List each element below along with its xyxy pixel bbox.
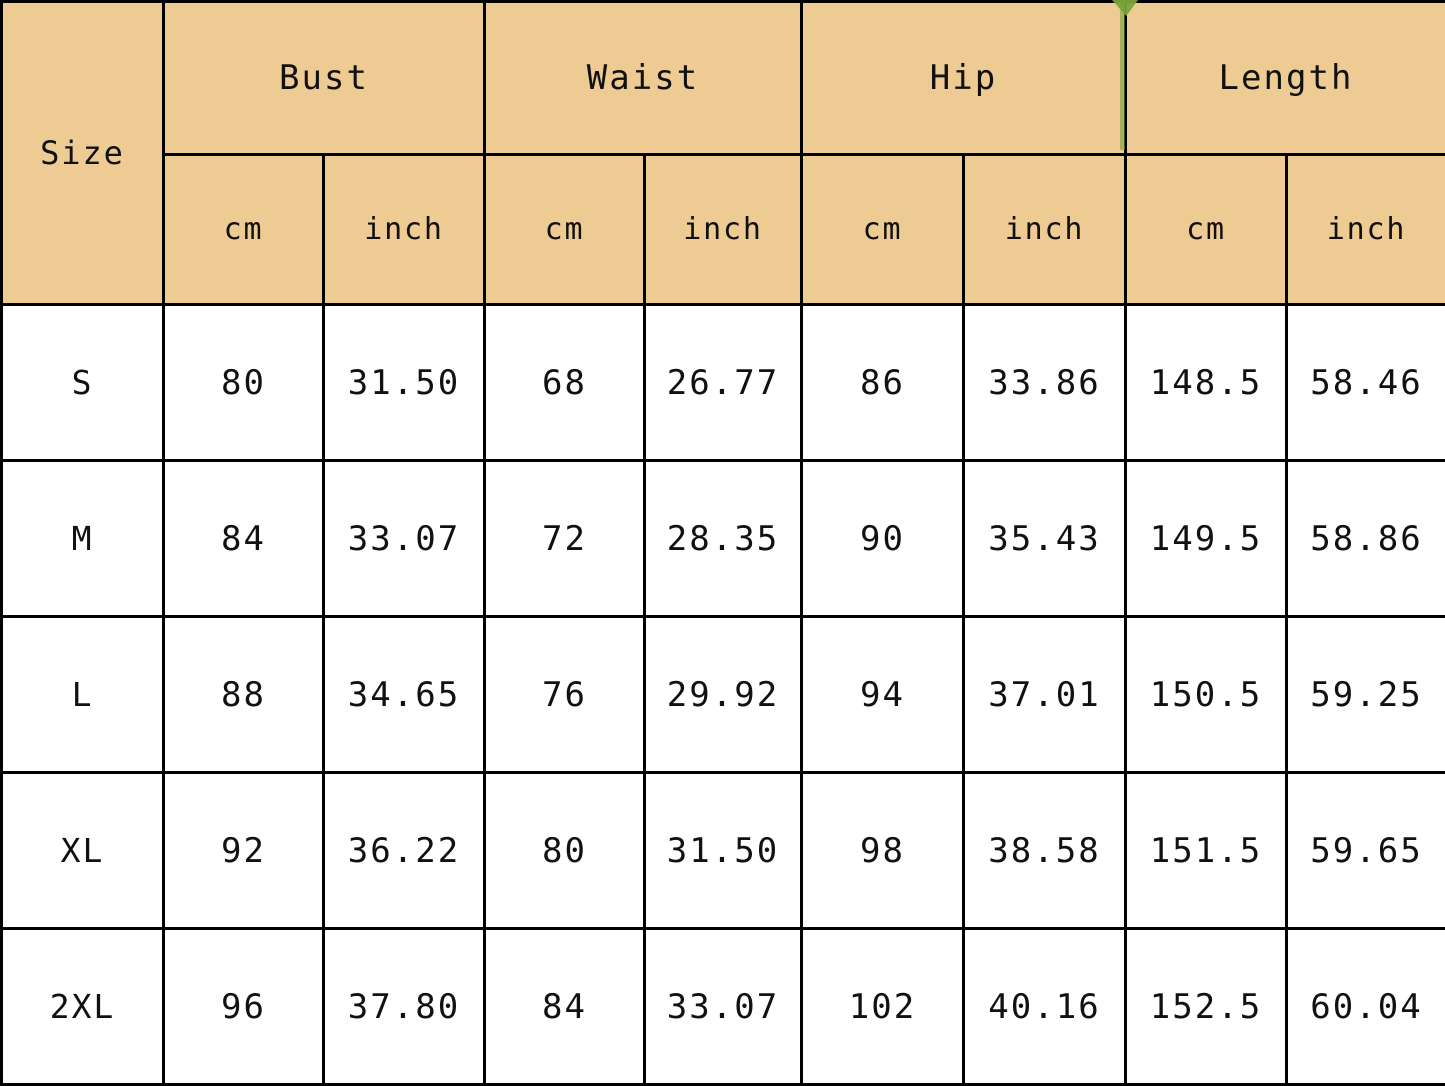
cell-length-inch: 59.65 [1287, 773, 1445, 929]
cell-length-inch: 58.46 [1287, 305, 1445, 461]
cell-bust-cm: 88 [164, 617, 324, 773]
table-row [2, 461, 1445, 617]
cell-waist-inch: 26.77 [645, 305, 802, 461]
cell-length-inch: 60.04 [1287, 929, 1445, 1085]
cell-bust-inch: 31.50 [324, 305, 485, 461]
cell-length-cm: 152.5 [1126, 929, 1287, 1085]
green-edge-artifact [1120, 0, 1125, 150]
cell-length-inch: 58.86 [1287, 461, 1445, 617]
cell-length-cm: 150.5 [1126, 617, 1287, 773]
cell-waist-inch: 33.07 [645, 929, 802, 1085]
unit-header-hip-inch: inch [964, 155, 1126, 305]
table-header-unit-row [2, 155, 1445, 305]
cell-bust-inch: 36.22 [324, 773, 485, 929]
column-header-waist: Waist [485, 2, 802, 155]
unit-header-length-inch: inch [1287, 155, 1445, 305]
cell-bust-inch: 37.80 [324, 929, 485, 1085]
unit-header-bust-cm: cm [164, 155, 324, 305]
cell-length-cm: 149.5 [1126, 461, 1287, 617]
unit-header-hip-cm: cm [802, 155, 964, 305]
table-head [2, 2, 1445, 305]
cell-hip-inch: 37.01 [964, 617, 1126, 773]
table-row [2, 929, 1445, 1085]
cell-bust-inch: 33.07 [324, 461, 485, 617]
cell-length-inch: 59.25 [1287, 617, 1445, 773]
cell-length-cm: 151.5 [1126, 773, 1287, 929]
table-row [2, 617, 1445, 773]
cell-hip-inch: 35.43 [964, 461, 1126, 617]
cell-hip-cm: 98 [802, 773, 964, 929]
cell-bust-cm: 84 [164, 461, 324, 617]
column-header-length: Length [1126, 2, 1445, 155]
cell-length-cm: 148.5 [1126, 305, 1287, 461]
column-header-hip: Hip [802, 2, 1126, 155]
cell-hip-cm: 94 [802, 617, 964, 773]
cell-waist-cm: 84 [485, 929, 645, 1085]
cell-hip-cm: 102 [802, 929, 964, 1085]
cell-bust-cm: 96 [164, 929, 324, 1085]
cell-size: M [2, 461, 164, 617]
cell-waist-cm: 68 [485, 305, 645, 461]
column-header-bust: Bust [164, 2, 485, 155]
cell-size: L [2, 617, 164, 773]
cell-size: XL [2, 773, 164, 929]
cell-waist-inch: 31.50 [645, 773, 802, 929]
table-header-group-row [2, 2, 1445, 155]
cell-waist-cm: 76 [485, 617, 645, 773]
cell-size: S [2, 305, 164, 461]
cell-hip-inch: 40.16 [964, 929, 1126, 1085]
cell-waist-inch: 28.35 [645, 461, 802, 617]
cell-bust-cm: 92 [164, 773, 324, 929]
cell-waist-cm: 80 [485, 773, 645, 929]
cell-hip-inch: 38.58 [964, 773, 1126, 929]
cell-waist-cm: 72 [485, 461, 645, 617]
table-row [2, 773, 1445, 929]
cell-bust-cm: 80 [164, 305, 324, 461]
cell-waist-inch: 29.92 [645, 617, 802, 773]
column-header-size: Size [2, 2, 164, 305]
unit-header-bust-inch: inch [324, 155, 485, 305]
cell-hip-cm: 86 [802, 305, 964, 461]
unit-header-waist-inch: inch [645, 155, 802, 305]
cell-bust-inch: 34.65 [324, 617, 485, 773]
table-body [2, 305, 1445, 1085]
cell-size: 2XL [2, 929, 164, 1085]
unit-header-length-cm: cm [1126, 155, 1287, 305]
table-row [2, 305, 1445, 461]
cell-hip-inch: 33.86 [964, 305, 1126, 461]
unit-header-waist-cm: cm [485, 155, 645, 305]
cell-hip-cm: 90 [802, 461, 964, 617]
